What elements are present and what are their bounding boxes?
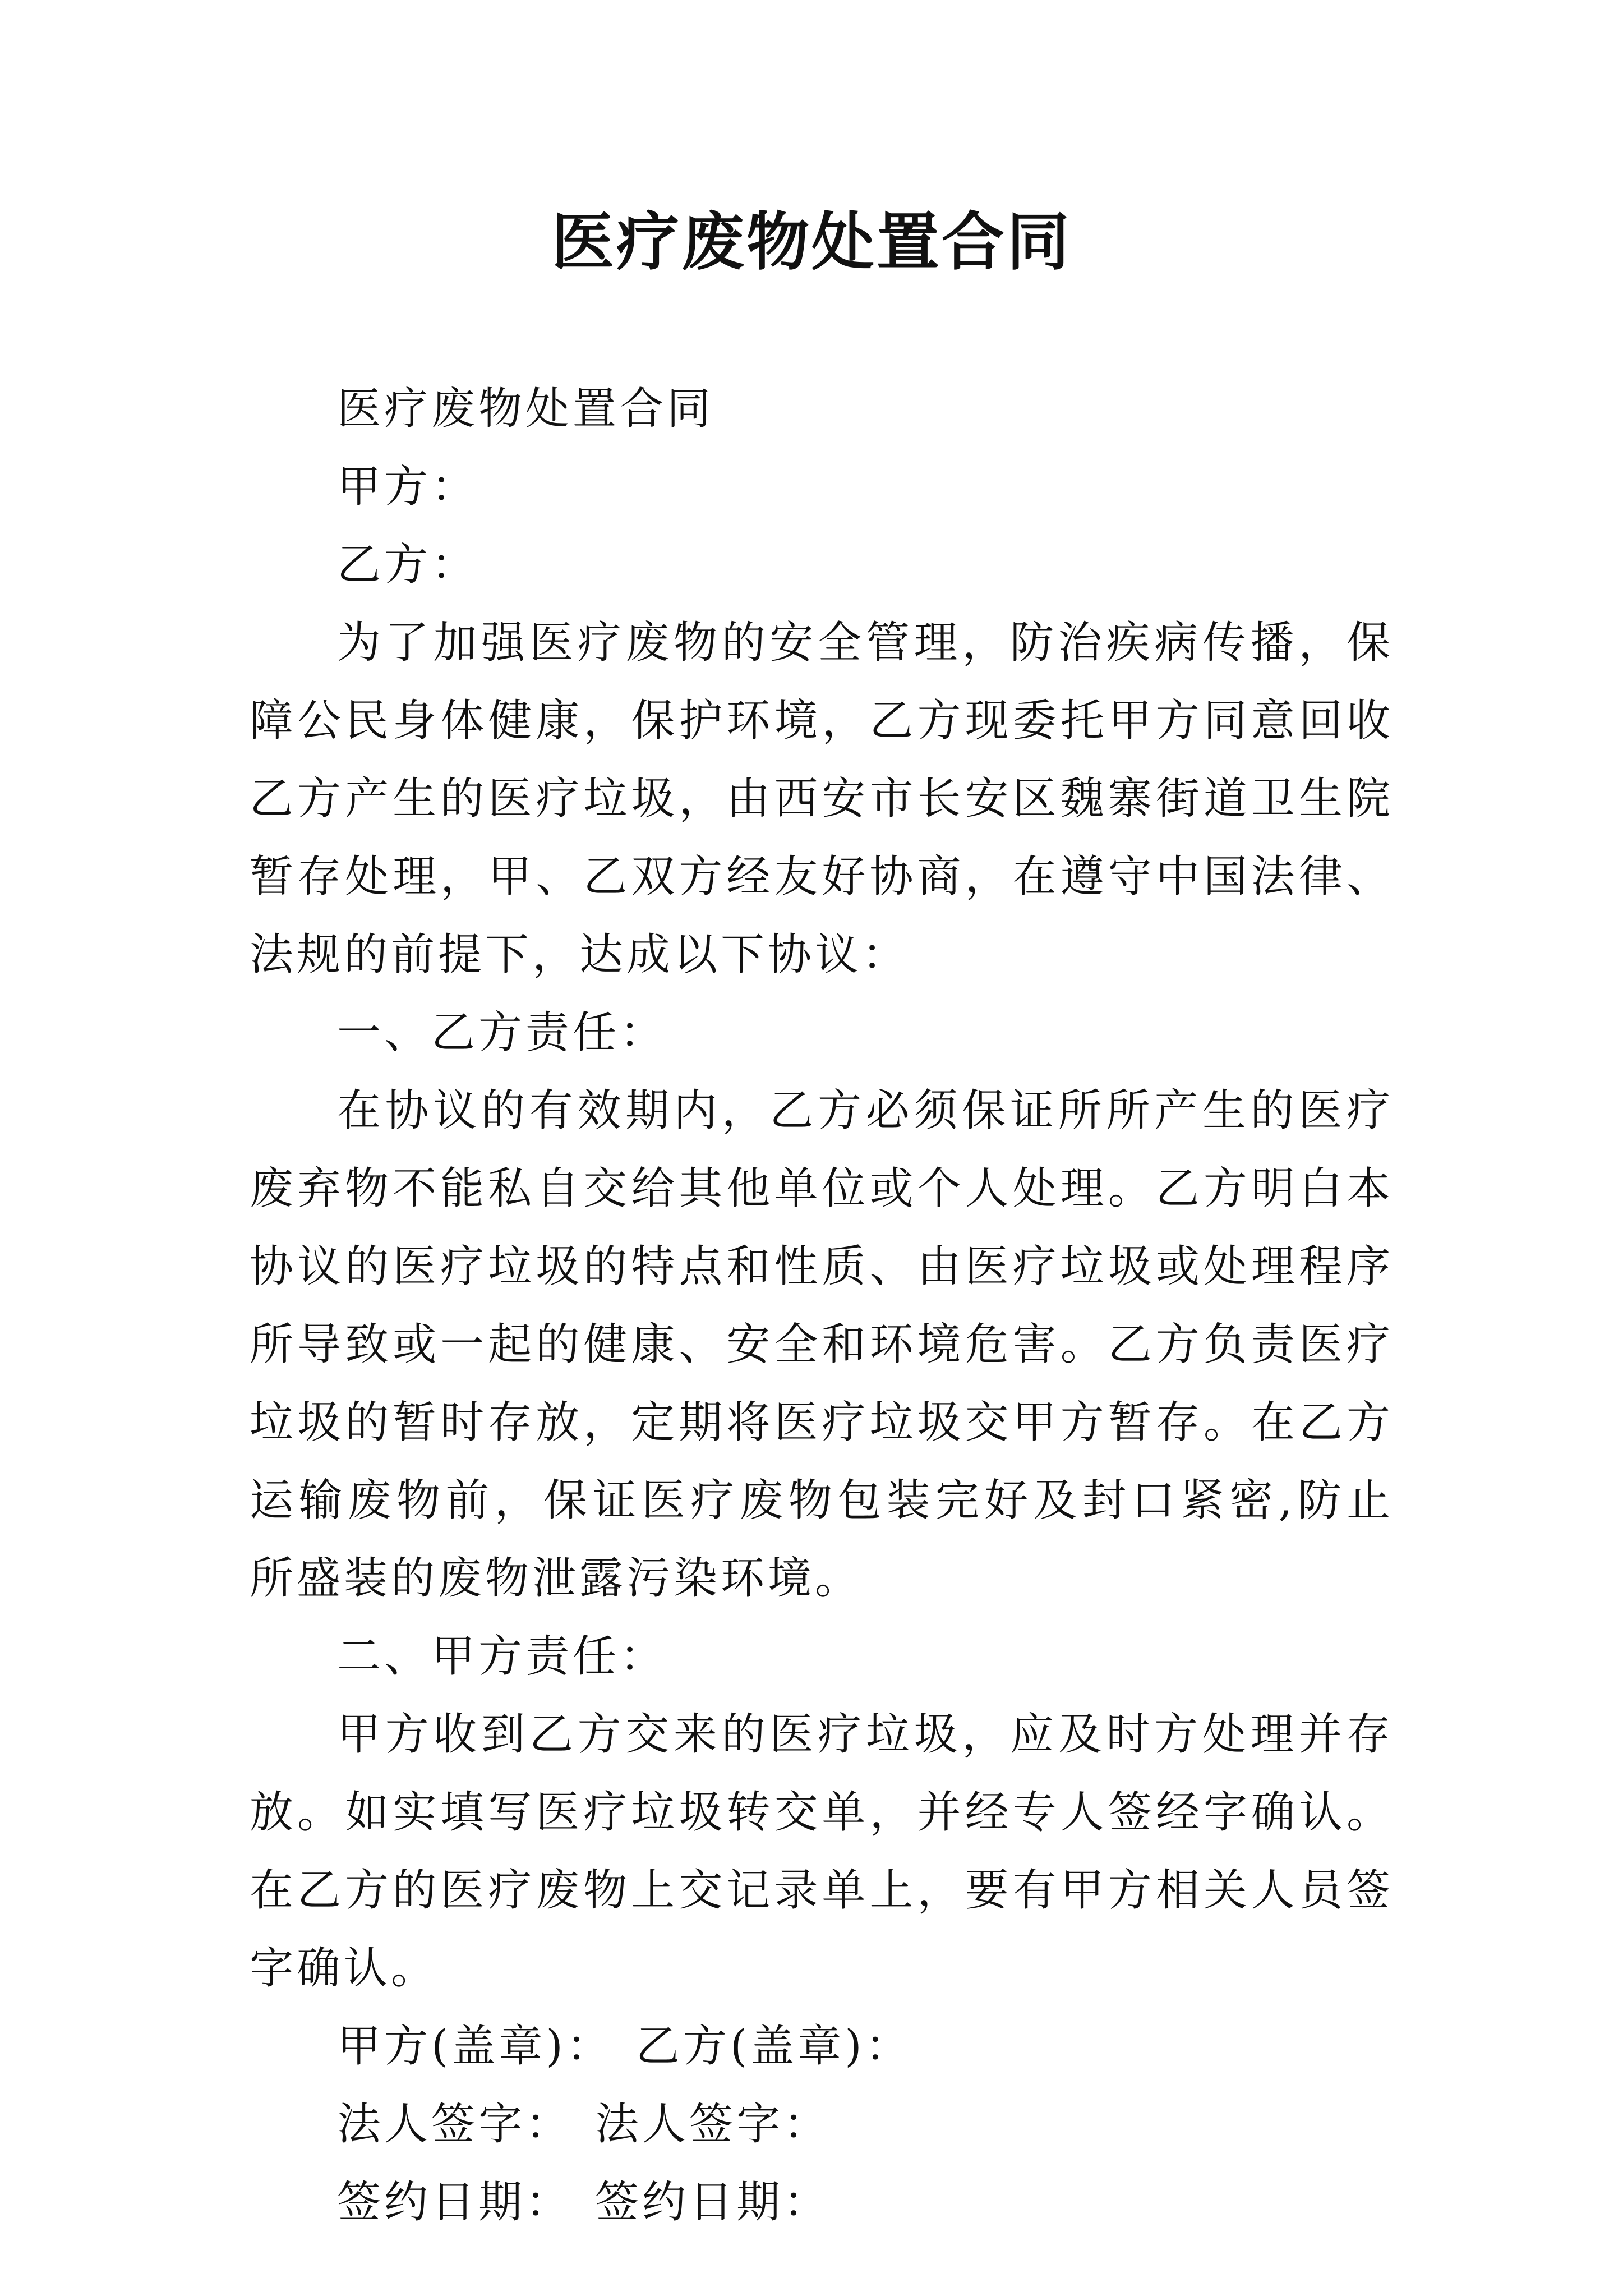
party-b-legal-signature-label: 法人签字：: [595, 2099, 831, 2150]
section-1-heading: 一、乙方责任：: [337, 1007, 667, 1058]
party-b-signing-date-label: 签约日期：: [595, 2177, 831, 2228]
intro-paragraph: 为了加强医疗废物的安全管理，防治疾病传播，保障公民身体健康，保护环境，乙方现委托甲方同意回收乙方产生的医疗垃圾，由西安市长安区魏寨街道卫生院暂存处理，甲、乙双方经友好协商，在遵守中国法律、法规的前提下，达成以下协议：: [250, 618, 1394, 980]
party-b-label: 乙方：: [337, 540, 479, 590]
legal-signature-row: [250, 2086, 1394, 2164]
party-a-label: 甲方：: [337, 462, 479, 512]
party-a-seal-label: 甲方(盖章)：: [337, 2021, 614, 2072]
section-2-paragraph: 甲方收到乙方交来的医疗垃圾，应及时方处理并存放。如实填写医疗垃圾转交单，并经专人签经字确认。在乙方的医疗废物上交记录单上，要有甲方相关人员签字确认。: [250, 1709, 1394, 1994]
seal-row: [250, 2008, 1394, 2086]
signing-date-row: [250, 2164, 1394, 2242]
party-a-signing-date-label: 签约日期：: [337, 2177, 573, 2228]
subtitle: 医疗废物处置合同: [337, 384, 714, 434]
party-a-legal-signature-label: 法人签字：: [337, 2099, 573, 2150]
document-body: [250, 370, 1394, 2242]
section-1-paragraph: 在协议的有效期内，乙方必须保证所所产生的医疗废弃物不能私自交给其他单位或个人处理。乙方明白本协议的医疗垃圾的特点和性质、由医疗垃圾或处理程序所导致或一起的健康、安全和环境危害。乙方负责医疗垃圾的暂时存放，定期将医疗垃圾交甲方暂存。在乙方运输废物前，保证医疗废物包装完好及封口紧密,防止所盛装的废物泄露污染环境。: [250, 1085, 1394, 1604]
document-title: 医疗废物处置合同: [551, 205, 1072, 279]
party-b-seal-label: 乙方(盖章)：: [635, 2021, 912, 2072]
section-2-heading: 二、甲方责任：: [337, 1631, 667, 1682]
